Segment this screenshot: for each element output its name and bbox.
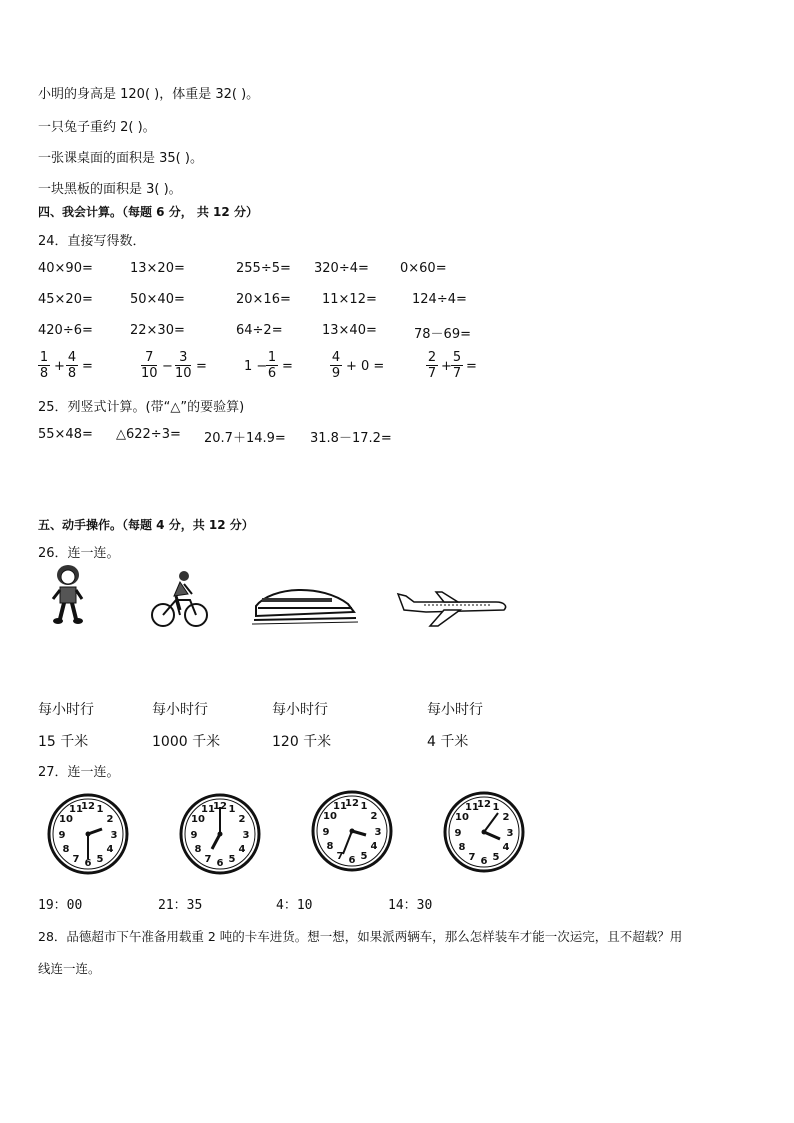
svg-text:11: 11 — [333, 801, 347, 812]
svg-text:4: 4 — [106, 844, 114, 855]
clock-face-4 — [443, 791, 525, 873]
svg-text:10: 10 — [191, 814, 205, 825]
svg-text:12: 12 — [345, 798, 359, 809]
svg-text:6: 6 — [84, 858, 92, 869]
speed-value-4: 4 千米 — [427, 734, 469, 750]
fraction: 4 8 — [67, 350, 77, 381]
speed-label-1: 每小时行 — [38, 702, 94, 718]
svg-text:8: 8 — [194, 844, 202, 855]
time-label-4: 14：30 — [388, 898, 433, 913]
svg-text:12: 12 — [213, 801, 227, 812]
svg-text:8: 8 — [458, 842, 466, 853]
clock-face-1 — [47, 793, 129, 875]
q28-text-line-1: 28．品德超市下午准备用载重 2 吨的卡车进货。想一想，如果派两辆车，那么怎样装车才能一次运完，且不超载？用 — [38, 929, 683, 944]
svg-text:7: 7 — [336, 851, 344, 862]
svg-text:4: 4 — [370, 841, 378, 852]
svg-text:5: 5 — [96, 854, 104, 865]
child-walking-image — [48, 563, 88, 627]
fraction: 1 6 — [267, 350, 277, 381]
q25-label: 25．列竖式计算。(带“△”的要验算) — [38, 400, 245, 415]
vertical-calc-3: 20.7＋14.9= — [204, 431, 286, 446]
fill-in-line-4: 一块黑板的面积是 3( )。 — [38, 182, 182, 197]
operator: + — [441, 359, 452, 374]
svg-text:12: 12 — [477, 799, 491, 810]
bullet-train-image — [252, 582, 358, 628]
svg-text:9: 9 — [190, 830, 198, 841]
calc-r1-c1: 40×90= — [38, 261, 93, 276]
vertical-calc-2: △622÷3= — [116, 427, 181, 442]
equals: = — [82, 359, 93, 374]
fraction: 7 10 — [141, 350, 158, 381]
fraction: 1 8 — [39, 350, 49, 381]
calc-r3-c1: 420÷6= — [38, 323, 93, 338]
fill-in-line-1: 小明的身高是 120( )，体重是 32( )。 — [38, 87, 260, 102]
operator: + — [54, 359, 65, 374]
cyclist-image — [150, 568, 210, 630]
calc-r3-c5: 78－69= — [414, 327, 471, 342]
svg-text:7: 7 — [72, 854, 80, 865]
svg-text:7: 7 — [468, 852, 476, 863]
svg-text:4: 4 — [502, 842, 510, 853]
q28-text-line-2: 线连一连。 — [38, 961, 101, 976]
speed-label-3: 每小时行 — [272, 702, 328, 718]
fill-in-line-2: 一只兔子重约 2( )。 — [38, 120, 156, 135]
calc-r2-c5: 124÷4= — [412, 292, 467, 307]
svg-text:2: 2 — [370, 811, 378, 822]
section-4-title: 四、我会计算。（每题 6 分， 共 12 分） — [38, 205, 258, 219]
vertical-calc-4: 31.8－17.2= — [310, 431, 392, 446]
svg-text:6: 6 — [348, 855, 356, 866]
svg-text:3: 3 — [506, 828, 514, 839]
svg-text:12: 12 — [81, 801, 95, 812]
calc-r3-c3: 64÷2= — [236, 323, 283, 338]
q26-label: 26．连一连。 — [38, 546, 120, 561]
svg-text:2: 2 — [502, 812, 510, 823]
svg-text:11: 11 — [201, 804, 215, 815]
operand: 1 − — [244, 359, 268, 374]
svg-text:3: 3 — [110, 830, 118, 841]
calc-r2-c3: 20×16= — [236, 292, 291, 307]
svg-text:10: 10 — [323, 811, 337, 822]
speed-label-2: 每小时行 — [152, 702, 208, 718]
svg-text:8: 8 — [326, 841, 334, 852]
svg-text:7: 7 — [204, 854, 212, 865]
equals: = — [466, 359, 477, 374]
time-label-2: 21：35 — [158, 898, 203, 913]
calc-r2-c2: 50×40= — [130, 292, 185, 307]
svg-text:1: 1 — [228, 804, 236, 815]
fill-in-line-3: 一张课桌面的面积是 35( )。 — [38, 151, 203, 166]
clock-face-2 — [179, 793, 261, 875]
q24-label: 24．直接写得数． — [38, 234, 146, 249]
clock-face-3 — [311, 790, 393, 872]
svg-text:1: 1 — [360, 801, 368, 812]
svg-text:9: 9 — [322, 827, 330, 838]
svg-text:6: 6 — [216, 858, 224, 869]
calc-r3-c4: 13×40= — [322, 323, 377, 338]
operator: + 0 = — [346, 359, 385, 374]
svg-text:4: 4 — [238, 844, 246, 855]
speed-value-3: 120 千米 — [272, 734, 332, 750]
time-label-3: 4：10 — [276, 898, 313, 913]
svg-text:6: 6 — [480, 856, 488, 867]
svg-text:3: 3 — [242, 830, 250, 841]
speed-value-1: 15 千米 — [38, 734, 89, 750]
calc-r3-c2: 22×30= — [130, 323, 185, 338]
speed-label-4: 每小时行 — [427, 702, 483, 718]
fraction: 2 7 — [427, 350, 437, 381]
calc-r1-c4: 320÷4= — [314, 261, 369, 276]
vertical-calc-1: 55×48= — [38, 427, 93, 442]
svg-text:5: 5 — [492, 852, 500, 863]
svg-text:1: 1 — [96, 804, 104, 815]
fraction: 3 10 — [175, 350, 192, 381]
calc-r1-c5: 0×60= — [400, 261, 447, 276]
svg-text:10: 10 — [59, 814, 73, 825]
time-label-1: 19：00 — [38, 898, 83, 913]
fraction: 5 7 — [452, 350, 462, 381]
svg-text:2: 2 — [238, 814, 246, 825]
calc-r1-c3: 255÷5= — [236, 261, 291, 276]
operator: − — [162, 359, 173, 374]
equals: = — [282, 359, 293, 374]
svg-text:11: 11 — [465, 802, 479, 813]
svg-text:1: 1 — [492, 802, 500, 813]
svg-text:2: 2 — [106, 814, 114, 825]
calc-r2-c4: 11×12= — [322, 292, 377, 307]
section-5-title: 五、动手操作。（每题 4 分，共 12 分） — [38, 518, 254, 532]
calc-r2-c1: 45×20= — [38, 292, 93, 307]
svg-text:5: 5 — [228, 854, 236, 865]
fraction: 4 9 — [331, 350, 341, 381]
svg-text:9: 9 — [454, 828, 462, 839]
svg-text:8: 8 — [62, 844, 70, 855]
svg-text:9: 9 — [58, 830, 66, 841]
calc-r1-c2: 13×20= — [130, 261, 185, 276]
svg-text:3: 3 — [374, 827, 382, 838]
svg-text:5: 5 — [360, 851, 368, 862]
svg-text:11: 11 — [69, 804, 83, 815]
speed-value-2: 1000 千米 — [152, 734, 221, 750]
q27-label: 27．连一连。 — [38, 765, 120, 780]
equals: = — [196, 359, 207, 374]
svg-text:10: 10 — [455, 812, 469, 823]
airplane-image — [396, 588, 508, 628]
